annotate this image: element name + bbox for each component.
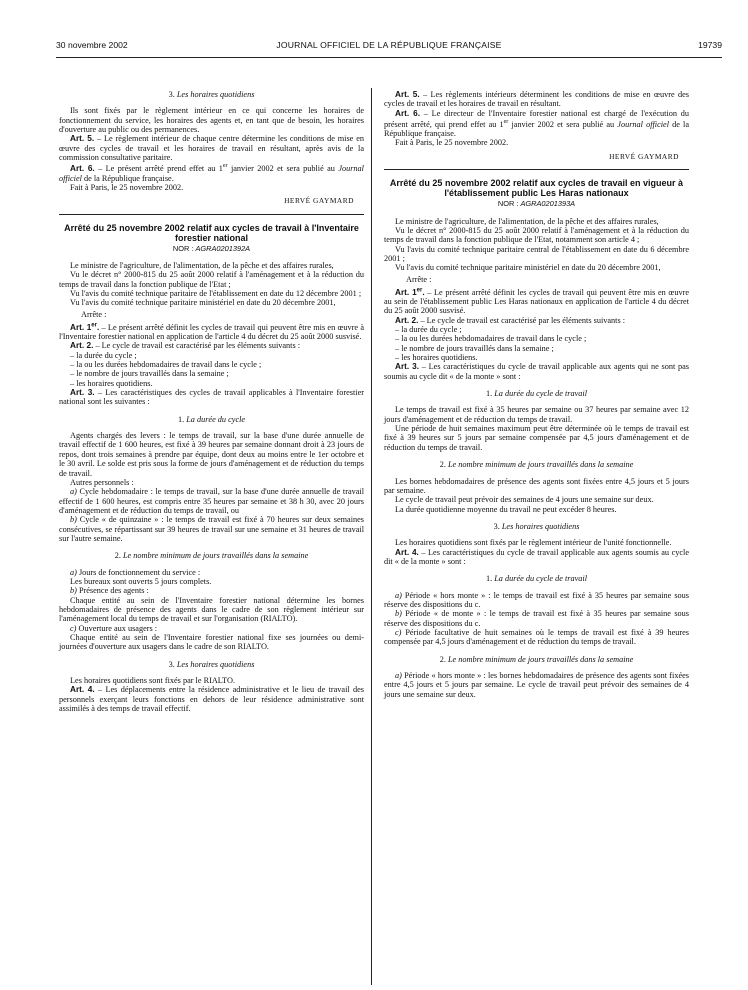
fait-a-paris: Fait à Paris, le 25 novembre 2002. (395, 138, 509, 148)
paragraph: a) Période « hors monte » : le temps de travail est fixé à 35 heures par semaine sous réserve des dispositions du c. (384, 590, 689, 609)
nor-reference: NOR : AGRA0201392A (172, 243, 251, 253)
arrete-label: Arrête : (81, 309, 107, 319)
paragraph: b) Période « de monte » : le temps de travail est fixé à 35 heures par semaine sous réserve des dispositions du c. (384, 609, 689, 628)
section-heading: 3. Les horaires quotidiens (168, 90, 255, 99)
list-item: – la durée du cycle ; (395, 325, 462, 335)
article-4: Art. 4. – Les caractéristiques du cycle de travail applicable aux agents soumis au cycle dit « de la monte » sont : (384, 547, 689, 566)
paragraph: b) Présence des agents : (70, 586, 149, 596)
paragraph: Chaque entité au sein de l'Inventaire forestier national détermine les bornes hebdomadaires de présence des agents dans le cadre de son règlement intérieur sur l'aménagement local du temps de travail et sur l'organisation (RIALTO). (59, 595, 364, 624)
section-heading: 2. Le nombre minimum de jours travaillés dans la semaine (439, 654, 634, 664)
section-heading: 1. La durée du cycle (177, 414, 246, 424)
article-1: Art. 1er. – Le présent arrêté définit les cycles de travail qui peuvent être mis en œuvre au sein de l'établissement public Les Haras nationaux en application de l'article 4 du décret du 25 août 2000 susvisé. (384, 286, 689, 316)
vu-paragraph: Vu l'avis du comité technique paritaire central de l'établissement en date du 6 décembre 2001 ; (384, 244, 689, 263)
article-3: Art. 3. – Les caractéristiques des cycles de travail applicables à l'Inventaire forestier national sont les suivantes : (59, 388, 364, 407)
left-column (59, 90, 364, 713)
minister-line: Le ministre de l'agriculture, de l'alimentation, de la pêche et des affaires rurales, (70, 260, 334, 270)
article-3: Art. 3. – Les caractéristiques du cycle de travail applicable aux agents qui ne sont pas soumis au cycle dit « de la monte » sont : (384, 362, 689, 381)
paragraph: Les bornes hebdomadaires de présence des agents sont fixées entre 4,5 jours et 5 jours par semaine. (384, 476, 689, 495)
paragraph: Agents chargés des levers : le temps de travail, sur la base d'une durée annuelle de travail effectif de 1 600 heures, est fixé à 39 heures par semaine donnant droit à 23 jours de repos, dont trois semaines à prendre par équipe, dont deux au moins entre le 1er octobre et le 30 avril. Le solde est pris sous la forme de jours d'aménagement et de réduction du temps de travail. (59, 431, 364, 478)
signature: HERVÉ GAYMARD (284, 196, 354, 206)
header-page-number: 19739 (698, 40, 722, 50)
nor-reference: NOR : AGRA0201393A (497, 199, 576, 209)
paragraph: Les horaires quotidiens sont fixés par le règlement intérieur de l'unité fonctionnelle. (395, 538, 672, 548)
article-6: Art. 6. – Le directeur de l'Inventaire forestier national est chargé de l'exécution du présent arrêté, qui prend effet au 1er janvier 2002 et sera publié au Journal officiel de la République française. (384, 108, 690, 139)
list-item: – les horaires quotidiens. (70, 378, 153, 388)
list-item: – la durée du cycle ; (70, 350, 137, 360)
paragraph: b) Cycle « de quinzaine » : le temps de travail est fixé à 70 heures sur deux semaines consécutives, se répartissant sur 39 heures de travail sur une semaine et 31 heures de travail sur l'autre semaine. (59, 515, 364, 543)
paragraph: Les horaires quotidiens sont fixés par le RIALTO. (70, 676, 235, 686)
fait-a-paris: Fait à Paris, le 25 novembre 2002. (70, 182, 184, 192)
vu-paragraph: Vu le décret n° 2000-815 du 25 août 2000 relatif à l'aménagement et à la réduction du temps de travail dans la fonction publique de l'Etat, notamment son article 4 ; (384, 225, 689, 245)
signature: HERVÉ GAYMARD (609, 151, 679, 161)
paragraph: a) Cycle hebdomadaire : le temps de travail, sur la base d'une durée annuelle de travail effectif de 1 600 heures, est compris entre 35 heures par semaine et 38 h 30, avec 20 jours d'aménagement et de réduction du temps de travail, ou (59, 487, 364, 515)
article-2: Art. 2. – Le cycle de travail est caractérisé par les éléments suivants : (70, 341, 301, 351)
paragraph: Autres personnels : (70, 477, 134, 487)
section-heading: 1. La durée du cycle de travail (485, 389, 588, 399)
running-header (56, 40, 722, 54)
minister-line: Le ministre de l'agriculture, de l'alimentation, de la pêche et des affaires rurales, (395, 216, 659, 226)
paragraph: Chaque entité au sein de l'Inventaire forestier national fixe ses journées ou demi-journées d'ouverture aux usagers dans le cadre de son RIALTO. (59, 633, 364, 652)
vu-paragraph: Vu l'avis du comité technique paritaire ministériel en date du 20 décembre 2001, (70, 298, 336, 308)
paragraph: Le cycle de travail peut prévoir des semaines de 4 jours une semaine sur deux. (395, 495, 654, 505)
paragraph: c) Période facultative de huit semaines où le temps de travail est fixé à 39 heures compensée par 4,5 jours d'aménagement et de réduction du temps de travail. (384, 627, 689, 647)
paragraph: Ils sont fixés par le règlement intérieur en ce qui concerne les horaires de fonctionnement du service, les horaires des agents et, en tant que de besoin, les horaires d'ouverture au public ou des permanences. (59, 106, 364, 135)
decree-title: Arrêté du 25 novembre 2002 relatif aux cycles de travail à l'Inventaire forestier national (64, 222, 359, 243)
list-item: – la ou les durées hebdomadaires de travail dans le cycle ; (395, 334, 587, 344)
section-heading: 3. Les horaires quotidiens (168, 659, 255, 669)
vu-paragraph: Vu l'avis du comité technique paritaire de l'établissement en date du 12 décembre 2001 ; (70, 288, 362, 298)
article-1: Art. 1er. – Le présent arrêté définit les cycles de travail qui peuvent être mis en œuvre à l'Inventaire forestier national en application de l'article 4 du décret du 25 août 2000 susvisé. (59, 321, 364, 342)
paragraph: Une période de huit semaines maximum peut être déterminée où le temps de travail est fixé à 39 heures sur 5 jours par semaine compensée par 4,5 jours d'aménagement et de réduction du temps de travail. (384, 424, 689, 452)
paragraph: Les bureaux sont ouverts 5 jours complets. (70, 576, 212, 586)
header-rule (56, 57, 722, 58)
section-heading: 2. Le nombre minimum de jours travaillés dans la semaine (439, 460, 634, 470)
separator-rule (59, 214, 364, 215)
article-4: Art. 4. – Les déplacements entre la résidence administrative et le lieu de travail des personnels exerçant leurs fonctions en dehors de leur résidence administrative sont assimilés à des temps de travail effectif. (59, 685, 364, 714)
list-item: – les horaires quotidiens. (395, 353, 478, 363)
article-6: Art. 6. – Le présent arrêté prend effet au 1er janvier 2002 et sera publié au Journal officiel de la République française. (59, 163, 364, 183)
list-item: – le nombre de jours travaillés dans la semaine ; (395, 343, 554, 353)
list-item: – le nombre de jours travaillés dans la semaine ; (70, 369, 229, 379)
header-date: 30 novembre 2002 (56, 40, 128, 50)
vu-paragraph: Vu le décret n° 2000-815 du 25 août 2000 relatif à l'aménagement et à la réduction du temps de travail dans la fonction publique de l'Etat ; (59, 270, 364, 289)
section-heading: 2. Le nombre minimum de jours travaillés dans la semaine (114, 551, 309, 561)
header-title: JOURNAL OFFICIEL DE LA RÉPUBLIQUE FRANÇAISE (276, 40, 502, 50)
article-2: Art. 2. – Le cycle de travail est caractérisé par les éléments suivants : (395, 315, 626, 325)
article-5: Art. 5. – Les règlements intérieurs déterminent les conditions de mise en œuvre des cycles de travail et les horaires de travail en résultant. (384, 90, 689, 109)
paragraph: c) Ouverture aux usagers : (70, 623, 158, 633)
arrete-label: Arrête : (406, 274, 432, 284)
article-5: Art. 5. – Le règlement intérieur de chaque centre détermine les conditions de mise en œuvre des cycles de travail et les horaires de travail en résultant, après avis de la commission consultative paritaire. (59, 134, 364, 163)
section-heading: 3. Les horaires quotidiens (493, 521, 580, 531)
vu-paragraph: Vu l'avis du comité technique paritaire ministériel en date du 20 décembre 2001, (395, 263, 661, 273)
decree-title: Arrêté du 25 novembre 2002 relatif aux cycles de travail en vigueur à l'établissement public Les Haras nationaux (389, 178, 684, 199)
paragraph: a) Période « hors monte » : les bornes hebdomadaires de présence des agents sont fixées entre 4,5 jours et 5 jours par semaine. Le cycle de travail peut prévoir des semaines de 4 jours une semaine sur deux. (384, 671, 689, 699)
paragraph: Le temps de travail est fixé à 35 heures par semaine ou 37 heures par semaine avec 12 jours d'aménagement et de réduction du temps de travail. (384, 405, 689, 424)
column-divider (371, 88, 372, 985)
right-column (384, 90, 689, 699)
separator-rule (384, 169, 689, 170)
paragraph: a) Jours de fonctionnement du service : (70, 567, 201, 577)
list-item: – la ou les durées hebdomadaires de travail dans le cycle ; (70, 360, 262, 370)
paragraph: La durée quotidienne moyenne du travail ne peut excéder 8 heures. (395, 504, 617, 514)
section-heading: 1. La durée du cycle de travail (485, 574, 588, 584)
